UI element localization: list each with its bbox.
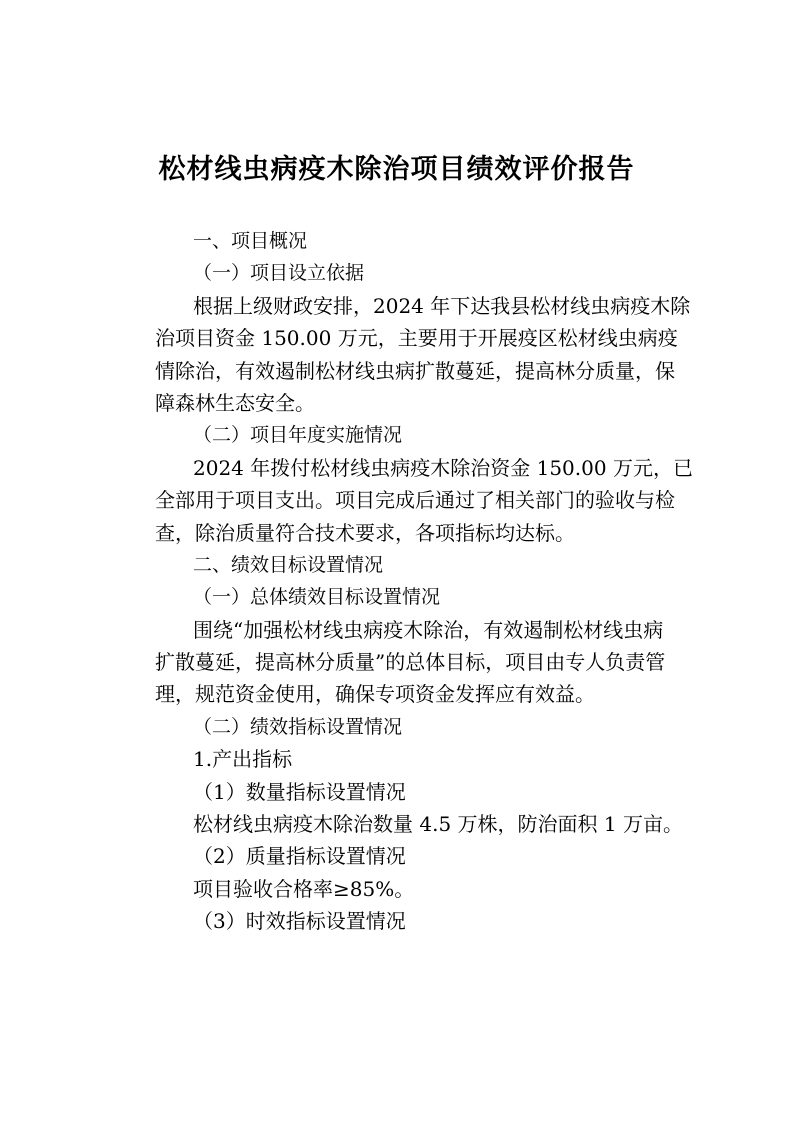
quantity-indicator-heading: （1）数量指标设置情况 [193, 779, 406, 804]
paragraph-line: 2024 年拨付松材线虫病疫木除治资金 150.00 万元，已 [193, 455, 693, 480]
subsection-heading-overall-targets: （一）总体绩效目标设置情况 [193, 586, 441, 609]
paragraph-line: 理，规范资金使用，确保专项资金发挥应有效益。 [155, 682, 595, 707]
paragraph-line: 情除治，有效遏制松材线虫病扩散蔓延，提高林分质量，保 [155, 358, 675, 383]
subsection-heading-indicators: （二）绩效指标设置情况 [193, 715, 403, 738]
output-indicator-heading: 1.产出指标 [193, 747, 293, 772]
quality-indicator-heading: （2）质量指标设置情况 [193, 844, 406, 869]
section-heading-overview: 一、项目概况 [193, 230, 308, 252]
timeliness-indicator-heading: （3）时效指标设置情况 [193, 909, 406, 934]
section-heading-targets: 二、绩效目标设置情况 [193, 553, 384, 576]
paragraph-line: 根据上级财政安排，2024 年下达我县松材线虫病疫木除 [193, 293, 691, 318]
paragraph-line: 扩散蔓延，提高林分质量”的总体目标，项目由专人负责管 [155, 650, 666, 675]
quality-indicator-text: 项目验收合格率≥85%。 [193, 876, 415, 901]
document-body [155, 225, 693, 938]
subsection-heading-basis: （一）项目设立依据 [193, 262, 365, 285]
subsection-heading-implementation: （二）项目年度实施情况 [193, 424, 403, 447]
document-title: 松材线虫病疫木除治项目绩效评价报告 [158, 154, 635, 185]
quantity-indicator-text: 松材线虫病疫木除治数量 4.5 万株，防治面积 1 万亩。 [193, 812, 683, 837]
paragraph-line: 全部用于项目支出。项目完成后通过了相关部门的验收与检 [155, 488, 675, 513]
paragraph-line: 围绕“加强松材线虫病疫木除治，有效遏制松材线虫病 [193, 617, 664, 642]
paragraph-line: 查，除治质量符合技术要求，各项指标均达标。 [155, 520, 575, 545]
paragraph-line: 治项目资金 150.00 万元，主要用于开展疫区松材线虫病疫 [155, 326, 678, 351]
paragraph-line: 障森林生态安全。 [155, 390, 315, 415]
